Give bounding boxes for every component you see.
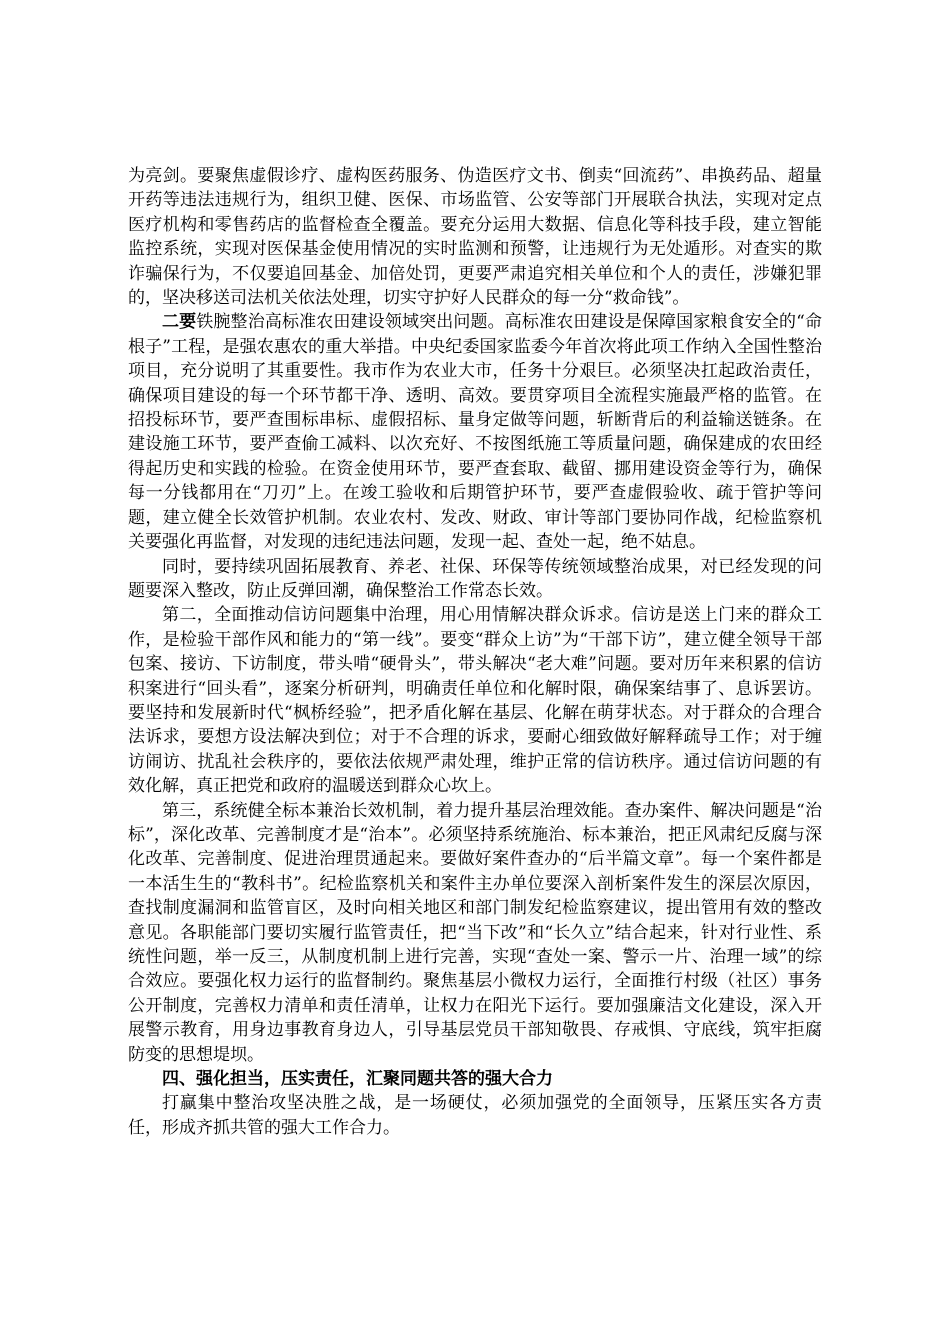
paragraph-text: 为亮剑。要聚焦虚假诊疗、虚构医药服务、伪造医疗文书、倒卖“回流药”、串换药品、超量开药等违法违规行为，组织卫健、医保、市场监管、公安等部门开展联合执法，实现对定点医疗机构和零售药店的监督检查全覆盖。要充分运用大数据、信息化等科技手段，建立智能监控系统，实现对医保基金使用情况的实时监测和预警，让违规行为无处遁形。对查实的欺诈骗保行为，不仅要追回基金、加倍处罚，更要严肃追究相关单位和个人的责任，涉嫌犯罪的，坚决移送司法机关依法处理，切实守护好人民群众的每一分“救命钱”。	[128, 166, 822, 309]
paragraph-petition	[128, 603, 822, 798]
section-heading: 四、强化担当，压实责任，汇聚同题共答的强大合力	[162, 1069, 553, 1090]
paragraph-text: 第二，全面推动信访问题集中治理，用心用情解决群众诉求。信访是送上门来的群众工作，是检验干部作风和能力的“第一线”。要变“群众上访”为“干部下访”，建立健全领导干部包案、接访、下访制度，带头啃“硬骨头”，带头解决“老大难”问题。要对历年来积累的信访积案进行“回头看”，逐案分析研判，明确责任单位和化解时限，确保案结事了、息诉罢访。要坚持和发展新时代“枫桥经验”，把矛盾化解在基层、化解在萌芽状态。对于群众的合理合法诉求，要想方设法解决到位；对于不合理的诉求，要耐心细致做好解释疏导工作；对于缠访闹访、扰乱社会秩序的，要依法依规严肃处理，维护正常的信访秩序。通过信访问题的有效化解，真正把党和政府的温暖送到群众心坎上。	[128, 605, 822, 797]
paragraph-text: 同时，要持续巩固拓展教育、养老、社保、环保等传统领域整治成果，对已经发现的问题要深入整改，防止反弹回潮，确保整治工作常态长效。	[128, 556, 822, 601]
paragraph-traditional-fields	[128, 555, 822, 604]
paragraph-text: 铁腕整治高标准农田建设领域突出问题。高标准农田建设是保障国家粮食安全的“命根子”工程，是强农惠农的重大举措。中央纪委国家监委今年首次将此项工作纳入全国性整治项目，充分说明了其重要性。我市作为农业大市，任务十分艰巨。必须坚决扛起政治责任，确保项目建设的每一个环节都干净、透明、高效。要贯穿项目全流程实施最严格的监管。在招投标环节，要严查围标串标、虚假招标、量身定做等问题，斩断背后的利益输送链条。在建设施工环节，要严查偷工减料、以次充好、不按图纸施工等质量问题，确保建成的农田经得起历史和实践的检验。在资金使用环节，要严查套取、截留、挪用建设资金等行为，确保每一分钱都用在“刀刃”上。在竣工验收和后期管护环节，要严查虚假验收、疏于管护等问题，建立健全长效管护机制。农业农村、发改、财政、审计等部门要协同作战，纪检监察机关要强化再监督，对发现的违纪违法问题，发现一起、查处一起，绝不姑息。	[128, 312, 822, 553]
paragraph-text: 打赢集中整治攻坚决胜之战，是一场硬仗，必须加强党的全面领导，压紧压实各方责任，形成齐抓共管的强大工作合力。	[128, 1093, 822, 1138]
paragraph-long-term-mechanism	[128, 799, 822, 1067]
paragraph-medical-insurance	[128, 164, 822, 310]
paragraph-text: 第三，系统健全标本兼治长效机制，着力提升基层治理效能。查办案件、解决问题是“治标”，深化改革、完善制度才是“治本”。必须坚持系统施治、标本兼治，把正风肃纪反腐与深化改革、完善制度、促进治理贯通起来。要做好案件查办的“后半篇文章”。每一个案件都是一本活生生的“教科书”。纪检监察机关和案件主办单位要深入剖析案件发生的深层次原因，查找制度漏洞和监管盲区，及时向相关地区和部门制发纪检监察建议，提出管用有效的整改意见。各职能部门要切实履行监管责任，把“当下改”和“长久立”结合起来，针对行业性、系统性问题，举一反三，从制度机制上进行完善，实现“查处一案、警示一片、治理一域”的综合效应。要强化权力运行的监督制约。聚焦基层小微权力运行，全面推行村级（社区）事务公开制度，完善权力清单和责任清单，让权力在阳光下运行。要加强廉洁文化建设，深入开展警示教育，用身边事教育身边人，引导基层党员干部知敬畏、存戒惧、守底线，筑牢拒腐防变的思想堤坝。	[128, 800, 822, 1065]
document-page	[128, 164, 822, 1140]
paragraph-closing	[128, 1091, 822, 1140]
paragraph-lead: 二要	[162, 312, 197, 333]
paragraph-farmland	[128, 310, 822, 554]
